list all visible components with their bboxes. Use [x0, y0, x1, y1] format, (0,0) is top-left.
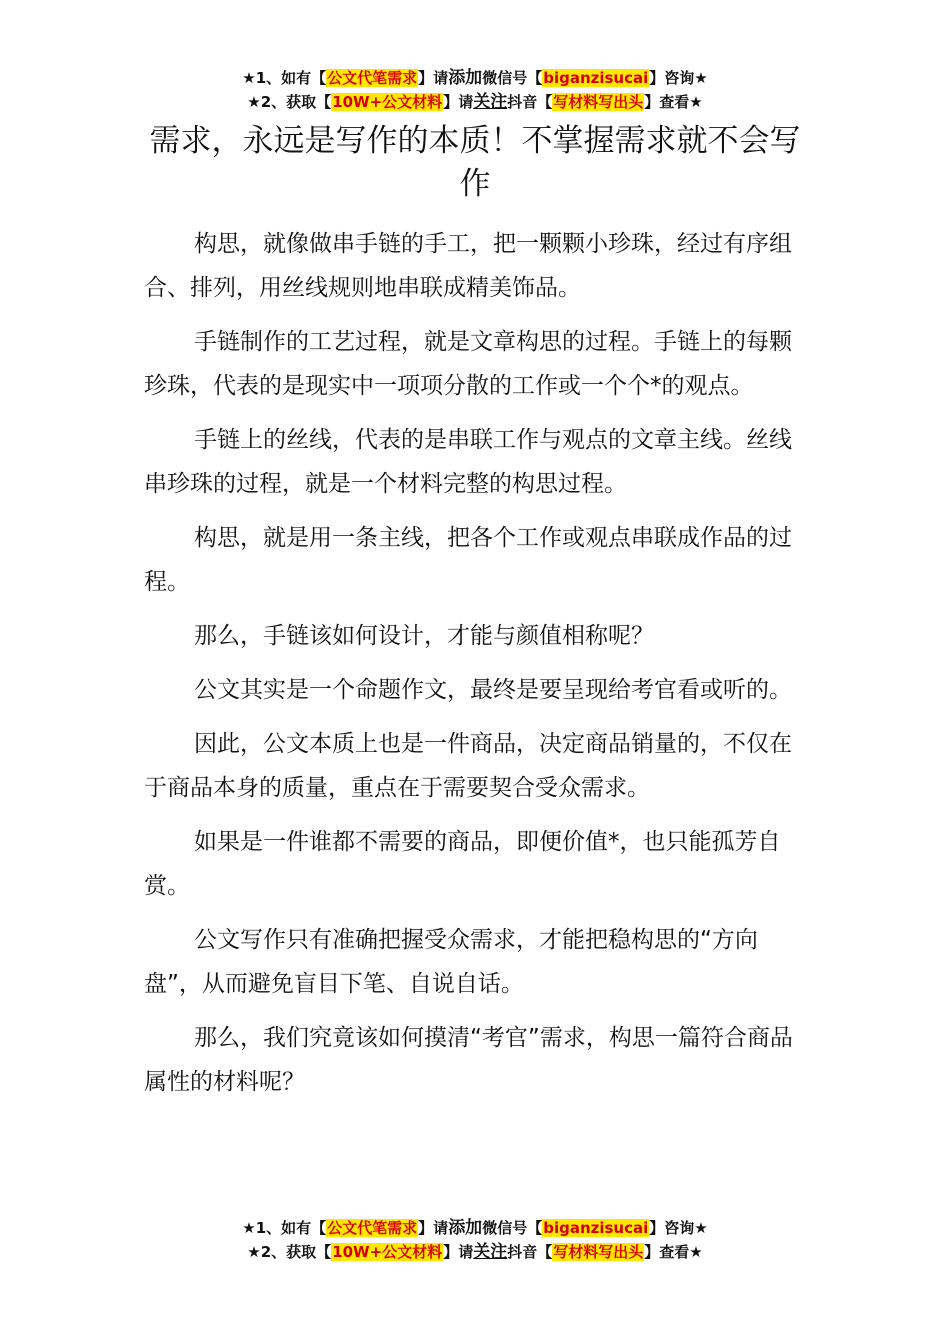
highlight-materials: 10W+公文材料: [332, 93, 443, 111]
highlight-wechat-id: biganzisucai: [543, 69, 649, 87]
paragraph: 公文写作只有准确把握受众需求，才能把稳构思的“方向盘”，从而避免盲目下笔、自说自话。: [144, 927, 758, 997]
paragraph: 那么，我们究竟该如何摸清“考官”需求，构思一篇符合商品属性的材料呢？: [144, 1025, 793, 1095]
paragraph: 公文其实是一个命题作文，最终是要呈现给考官看或听的。: [194, 677, 792, 703]
banner-emphasis: 添加: [448, 1218, 483, 1238]
paragraph: 构思，就是用一条主线，把各个工作或观点串联成作品的过程。: [144, 525, 792, 595]
banner-text: 】咨询★: [649, 69, 708, 87]
banner-emphasis: 添加: [448, 68, 483, 88]
highlight-service: 公文代笔需求: [327, 69, 418, 87]
banner-emphasis: 关注: [473, 92, 508, 112]
banner-text: 】咨询★: [649, 1219, 708, 1237]
banner-line-1: [0, 66, 950, 90]
banner-text: 抖音【: [507, 1243, 553, 1261]
banner-text: 抖音【: [507, 93, 553, 111]
top-banner: [0, 66, 950, 114]
banner-text: 】请: [418, 1219, 449, 1237]
banner-line-2: [0, 90, 950, 114]
banner-emphasis: 关注: [473, 1242, 508, 1262]
paragraph: 构思，就像做串手链的手工，把一颗颗小珍珠，经过有序组合、排列，用丝线规则地串联成精美饰品。: [144, 231, 792, 301]
banner-text: 微信号【: [482, 1219, 543, 1237]
banner-text: ★1、如有【: [242, 1219, 327, 1237]
banner-text: 】请: [418, 69, 449, 87]
banner-text: ★2、获取【: [247, 1243, 332, 1261]
paragraph: 手链制作的工艺过程，就是文章构思的过程。手链上的每颗珍珠，代表的是现实中一项项分散的工作或一个个*的观点。: [144, 329, 792, 399]
highlight-wechat-id: biganzisucai: [543, 1219, 649, 1237]
paragraph: 因此，公文本质上也是一件商品，决定商品销量的，不仅在于商品本身的质量，重点在于需要契合受众需求。: [144, 731, 792, 801]
paragraph: 如果是一件谁都不需要的商品，即便价值*，也只能孤芳自赏。: [144, 829, 781, 899]
bottom-banner: [0, 1216, 950, 1264]
highlight-douyin: 写材料写出头: [553, 93, 644, 111]
document-body: [144, 222, 812, 1114]
banner-text: ★2、获取【: [247, 93, 332, 111]
paragraph: 那么，手链该如何设计，才能与颜值相称呢？: [194, 623, 654, 649]
banner-text: 微信号【: [482, 69, 543, 87]
highlight-materials: 10W+公文材料: [332, 1243, 443, 1261]
banner-text: 】查看★: [644, 93, 703, 111]
banner-text: ★1、如有【: [242, 69, 327, 87]
banner-text: 】查看★: [644, 1243, 703, 1261]
banner-line-1: [0, 1216, 950, 1240]
paragraph: 手链上的丝线，代表的是串联工作与观点的文章主线。丝线串珍珠的过程，就是一个材料完整的构思过程。: [144, 427, 792, 497]
banner-line-2: [0, 1240, 950, 1264]
banner-text: 】请: [443, 1243, 474, 1261]
highlight-douyin: 写材料写出头: [553, 1243, 644, 1261]
banner-text: 】请: [443, 93, 474, 111]
document-title: 需求，永远是写作的本质！不掌握需求就不会写作: [149, 123, 801, 202]
highlight-service: 公文代笔需求: [327, 1219, 418, 1237]
